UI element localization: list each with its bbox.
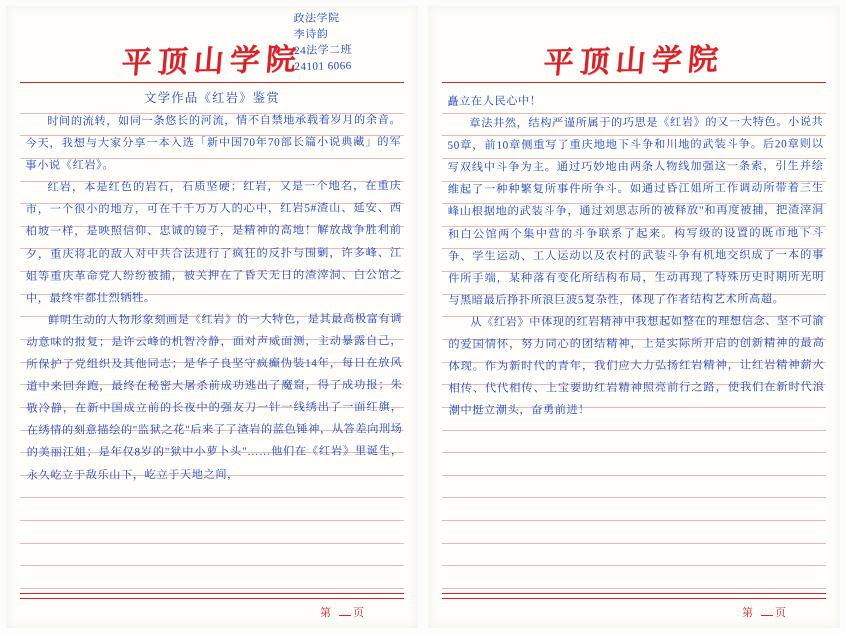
rule-line (20, 543, 404, 544)
page-label-prefix: 第 (320, 607, 337, 619)
school-logo-text: 平顶山学院 (542, 43, 726, 80)
right-body-text (447, 89, 824, 422)
masthead-divider-right (442, 82, 826, 83)
annotation-class: 24法学二班 (294, 44, 353, 58)
footer-divider-left (20, 593, 404, 594)
masthead-divider-left (20, 82, 404, 83)
footer-divider-left-2 (20, 598, 404, 599)
rule-line (442, 543, 826, 544)
paragraph: 红岩，本是红色的岩石，石质坚硬；红岩，又是一个地名，在重庆市，一个很小的地方，可在千千万万人的心中，红岩5#渣山、延安、西柏坡一样，是映照信仰、忠诚的镜子，是精神的高地！解放战争胜利前夕，重庆将北的敌人对中共合法进行了疯狂的反扑与围剿，许多峰、江姐等重庆革命党人纷纷被捕，被关押在了昏天无日的渣滓洞、白公馆之中，最终牢都壮烈牺牲。 (25, 180, 402, 305)
notebook-page-left (6, 6, 418, 628)
notebook-page-right (428, 6, 840, 628)
paragraph: 时间的流转，如同一条悠长的河流，情不自禁地承载着岁月的余音。今天，我想与大家分享一本入选「新中国70年70部长篇小说典藏」的军事小说《红岩》。 (25, 114, 402, 173)
rule-line (442, 475, 826, 476)
rule-line (20, 588, 404, 589)
paragraph: 鲜明生动的人物形象刻画是《红岩》的一大特色，是其最高极富有调动意味的报复；是许云峰的机智冷静，面对声威面测，主动暴露自己，所保护了党组织及其他同志；是华子良坚守疯癫伪装14年，每日在放风道中来回奔跑，最终在秘密大屠杀前成功逃出了魔窟，得了成功报；朱敬冷静，在新中国成立前的长夜中的强友刀一针一线绣出了一面红旗，在绣情的刻意描绘的"监狱之花"后来了了渣岩的蓝色锤神，从答差向刑场的美丽江姐；是年仅8岁的"狱中小萝卜头"……他们在《红岩》里诞生，永久屹立于敌乐山下，屹立于天地之间， (26, 313, 403, 482)
rule-line (20, 497, 404, 498)
footer-divider-right-2 (442, 598, 826, 599)
student-annotation (293, 9, 414, 75)
school-logo-text: 平顶山学院 (120, 43, 304, 80)
rule-line (20, 520, 404, 521)
paragraph: 矗立在人民心中！ (447, 95, 542, 108)
rule-line (20, 565, 404, 566)
page-number-value (761, 615, 773, 616)
rule-line (442, 430, 826, 431)
page-label-prefix: 第 (742, 607, 759, 619)
page-number-left (320, 604, 370, 620)
page-label-suffix: 页 (775, 607, 792, 619)
annotation-name: 李诗韵 (293, 28, 329, 42)
rule-line (442, 565, 826, 566)
paragraph: 章法井然，结构严谨所属于的巧思是《红岩》的又一大特色。小说共50章，前10章侧重写了重庆地地下斗争和川地的武装斗争。后20章则以写双线中斗争为主。通过巧妙地由两条人物线加强这一条索，引生并绘维起了一种种繁复所事件所争斗。如通过昏江姐所工作调动所带着三生峰山根据地的武装斗争，通过刘思志所的被释放"和再度被捕，把渣滓洞和白公馆两个集中营的斗争联系了起来。构写级的设置的既市地下斗争、学生运动、工人运动以及农村的武装斗争有机地交织成了一本的事件所手端，某种落有变化所结构布局，生动再现了特殊历史时期所光明与黑暗最后挣扑所浪巨波5复杂性，体现了作者结构艺术所高超。 (447, 116, 825, 307)
annotation-id: 24101 6066 (294, 60, 352, 74)
rule-line (442, 588, 826, 589)
annotation-college: 政法学院 (293, 12, 340, 26)
page-label-suffix: 页 (353, 607, 370, 619)
page-number-right (742, 604, 792, 620)
left-body-text (25, 109, 403, 486)
rule-line (442, 497, 826, 498)
footer-divider-right (442, 593, 826, 594)
page-number-value (339, 615, 351, 616)
rule-line (442, 452, 826, 453)
paragraph: 从《红岩》中体现的红岩精神中我想起如整在的理想信念、坚不可渝的爱国情怀，努力同心的团结精神，上是实际所开启的创新精神的最高体现。作为新时代的青年，我们应大力弘扬红岩精神，让红岩精神薪火相传、代代相传、上宝要助红岩精神照亮前行之路，使我们在新时代浪潮中挺立潮头，奋勇前进！ (448, 315, 825, 418)
rule-line (442, 520, 826, 521)
essay-title: 文学作品《红岩》鉴赏 (144, 91, 280, 105)
masthead-right (428, 36, 840, 80)
